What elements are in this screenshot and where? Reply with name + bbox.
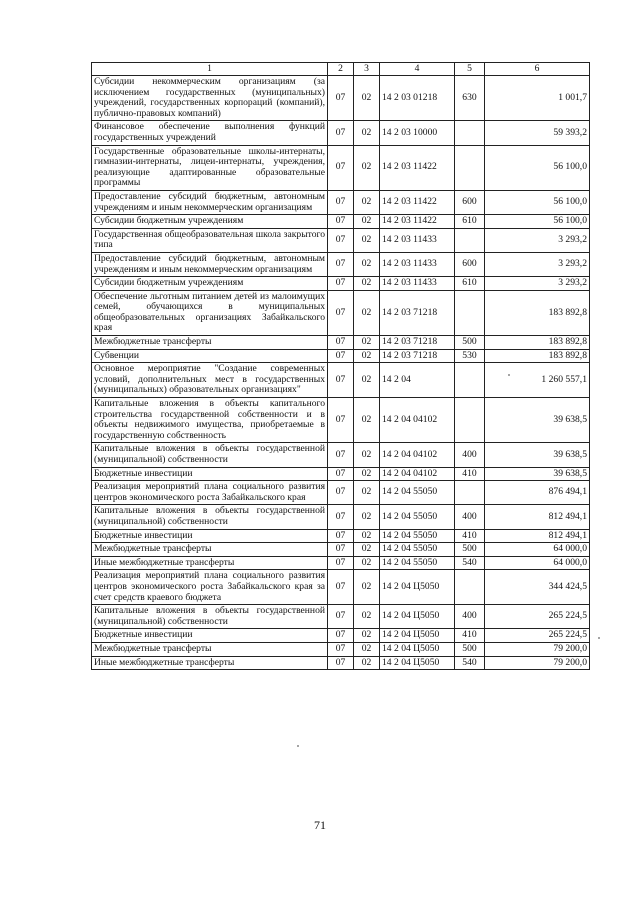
- row-name-cell: Субсидии бюджетным учреждениям: [92, 277, 328, 291]
- row-name-cell: Финансовое обеспечение выполнения функций государственных учреждений: [92, 121, 328, 145]
- target-article-cell: 14 2 04 04102: [380, 398, 455, 443]
- target-article-cell: 14 2 04 55050: [380, 505, 455, 529]
- subsection-cell: 02: [354, 336, 380, 350]
- expense-type-cell: [455, 145, 485, 190]
- amount-cell: 183 892,8: [485, 336, 590, 350]
- amount-cell: 64 000,0: [485, 543, 590, 557]
- expense-type-cell: [455, 121, 485, 145]
- subsection-cell: 02: [354, 642, 380, 656]
- table-row: [92, 642, 590, 656]
- section-cell: 07: [328, 290, 354, 335]
- amount-cell: 876 494,1: [485, 481, 590, 505]
- subsection-cell: 02: [354, 570, 380, 605]
- section-cell: 07: [328, 363, 354, 398]
- section-cell: 07: [328, 605, 354, 629]
- section-cell: 07: [328, 252, 354, 276]
- row-name-cell: Реализация мероприятий плана социального развития центров экономического роста Забайкальского края: [92, 481, 328, 505]
- subsection-cell: 02: [354, 121, 380, 145]
- target-article-cell: 14 2 03 71218: [380, 336, 455, 350]
- section-cell: 07: [328, 570, 354, 605]
- expense-type-cell: 610: [455, 277, 485, 291]
- expense-type-cell: [455, 228, 485, 252]
- page-number: 71: [314, 818, 326, 832]
- section-cell: 07: [328, 277, 354, 291]
- table-row: [92, 190, 590, 214]
- subsection-cell: 02: [354, 190, 380, 214]
- row-name-cell: Бюджетные инвестиции: [92, 629, 328, 643]
- target-article-cell: 14 2 03 11433: [380, 252, 455, 276]
- table-row: [92, 481, 590, 505]
- amount-cell: 39 638,5: [485, 467, 590, 481]
- section-cell: 07: [328, 145, 354, 190]
- row-name-cell: Капитальные вложения в объекты капитального строительства государственной собственности и в объекты недвижимого имущества, приобретаемые в государственную собственность: [92, 398, 328, 443]
- amount-cell: 344 424,5: [485, 570, 590, 605]
- subsection-cell: 02: [354, 605, 380, 629]
- table-row: [92, 121, 590, 145]
- subsection-cell: 02: [354, 398, 380, 443]
- target-article-cell: 14 2 04 55050: [380, 556, 455, 570]
- section-cell: 07: [328, 629, 354, 643]
- table-row: [92, 349, 590, 363]
- section-cell: 07: [328, 467, 354, 481]
- subsection-cell: 02: [354, 228, 380, 252]
- section-cell: 07: [328, 642, 354, 656]
- scan-speck: [297, 745, 299, 747]
- row-name-cell: Межбюджетные трансферты: [92, 642, 328, 656]
- expense-type-cell: 540: [455, 556, 485, 570]
- header-cell: 2: [328, 63, 354, 76]
- amount-cell: 3 293,2: [485, 277, 590, 291]
- amount-cell: 183 892,8: [485, 349, 590, 363]
- amount-cell: 812 494,1: [485, 529, 590, 543]
- row-name-cell: Капитальные вложения в объекты государственной (муниципальной) собственности: [92, 505, 328, 529]
- section-cell: 07: [328, 76, 354, 121]
- row-name-cell: Бюджетные инвестиции: [92, 529, 328, 543]
- subsection-cell: 02: [354, 145, 380, 190]
- expense-type-cell: 500: [455, 642, 485, 656]
- section-cell: 07: [328, 190, 354, 214]
- table-row: [92, 252, 590, 276]
- target-article-cell: 14 2 04 Ц5050: [380, 605, 455, 629]
- section-cell: 07: [328, 543, 354, 557]
- table-row: [92, 656, 590, 670]
- subsection-cell: 02: [354, 467, 380, 481]
- expense-type-cell: [455, 363, 485, 398]
- target-article-cell: 14 2 04 04102: [380, 443, 455, 467]
- row-name-cell: Межбюджетные трансферты: [92, 543, 328, 557]
- subsection-cell: 02: [354, 556, 380, 570]
- row-name-cell: Субвенции: [92, 349, 328, 363]
- target-article-cell: 14 2 04 Ц5050: [380, 629, 455, 643]
- subsection-cell: 02: [354, 277, 380, 291]
- target-article-cell: 14 2 03 11422: [380, 190, 455, 214]
- table-row: [92, 277, 590, 291]
- row-name-cell: Бюджетные инвестиции: [92, 467, 328, 481]
- subsection-cell: 02: [354, 505, 380, 529]
- subsection-cell: 02: [354, 629, 380, 643]
- expense-type-cell: 530: [455, 349, 485, 363]
- section-cell: 07: [328, 529, 354, 543]
- subsection-cell: 02: [354, 481, 380, 505]
- section-cell: 07: [328, 556, 354, 570]
- row-name-cell: Капитальные вложения в объекты государственной (муниципальной) собственности: [92, 443, 328, 467]
- expense-type-cell: 410: [455, 629, 485, 643]
- amount-cell: 3 293,2: [485, 252, 590, 276]
- expense-type-cell: 410: [455, 529, 485, 543]
- section-cell: 07: [328, 336, 354, 350]
- section-cell: 07: [328, 215, 354, 229]
- budget-table: [91, 62, 590, 670]
- amount-cell: 3 293,2: [485, 228, 590, 252]
- amount-cell: 59 393,2: [485, 121, 590, 145]
- table-row: [92, 398, 590, 443]
- section-cell: 07: [328, 505, 354, 529]
- section-cell: 07: [328, 398, 354, 443]
- target-article-cell: 14 2 04 55050: [380, 529, 455, 543]
- target-article-cell: 14 2 04 04102: [380, 467, 455, 481]
- expense-type-cell: [455, 290, 485, 335]
- header-cell: 4: [380, 63, 455, 76]
- target-article-cell: 14 2 04: [380, 363, 455, 398]
- row-name-cell: Межбюджетные трансферты: [92, 336, 328, 350]
- target-article-cell: 14 2 03 01218: [380, 76, 455, 121]
- scan-speck: [598, 637, 600, 639]
- expense-type-cell: [455, 481, 485, 505]
- scan-speck: [508, 374, 510, 376]
- section-cell: 07: [328, 481, 354, 505]
- table-row: [92, 467, 590, 481]
- table-row: [92, 605, 590, 629]
- target-article-cell: 14 2 04 Ц5050: [380, 642, 455, 656]
- table-row: [92, 336, 590, 350]
- table-row: [92, 570, 590, 605]
- table-row: [92, 505, 590, 529]
- table-row: [92, 363, 590, 398]
- amount-cell: 79 200,0: [485, 656, 590, 670]
- amount-cell: 79 200,0: [485, 642, 590, 656]
- section-cell: 07: [328, 121, 354, 145]
- target-article-cell: 14 2 03 10000: [380, 121, 455, 145]
- header-cell: 5: [455, 63, 485, 76]
- amount-cell: 812 494,1: [485, 505, 590, 529]
- table-row: [92, 443, 590, 467]
- row-name-cell: Государственные образовательные школы-интернаты, гимназии-интернаты, лицеи-интернаты, учреждения, реализующие адаптированные образовательные программы: [92, 145, 328, 190]
- row-name-cell: Субсидии бюджетным учреждениям: [92, 215, 328, 229]
- expense-type-cell: 630: [455, 76, 485, 121]
- table-row: [92, 76, 590, 121]
- expense-type-cell: [455, 398, 485, 443]
- subsection-cell: 02: [354, 543, 380, 557]
- amount-cell: 39 638,5: [485, 398, 590, 443]
- amount-cell: 56 100,0: [485, 145, 590, 190]
- subsection-cell: 02: [354, 443, 380, 467]
- row-name-cell: Предоставление субсидий бюджетным, автономным учреждениям и иным некоммерческим организациям: [92, 190, 328, 214]
- amount-cell: 56 100,0: [485, 190, 590, 214]
- expense-type-cell: 400: [455, 605, 485, 629]
- section-cell: 07: [328, 228, 354, 252]
- header-cell: 3: [354, 63, 380, 76]
- expense-type-cell: 540: [455, 656, 485, 670]
- table-row: [92, 629, 590, 643]
- header-cell: 1: [92, 63, 328, 76]
- table-row: [92, 543, 590, 557]
- target-article-cell: 14 2 03 71218: [380, 290, 455, 335]
- row-name-cell: Государственная общеобразовательная школа закрытого типа: [92, 228, 328, 252]
- row-name-cell: Иные межбюджетные трансферты: [92, 556, 328, 570]
- table-row: [92, 290, 590, 335]
- subsection-cell: 02: [354, 76, 380, 121]
- target-article-cell: 14 2 04 Ц5050: [380, 570, 455, 605]
- amount-cell: 39 638,5: [485, 443, 590, 467]
- amount-cell: 265 224,5: [485, 629, 590, 643]
- subsection-cell: 02: [354, 215, 380, 229]
- row-name-cell: Капитальные вложения в объекты государственной (муниципальной) собственности: [92, 605, 328, 629]
- section-cell: 07: [328, 443, 354, 467]
- subsection-cell: 02: [354, 252, 380, 276]
- amount-cell: 265 224,5: [485, 605, 590, 629]
- expense-type-cell: 500: [455, 543, 485, 557]
- table-row: [92, 145, 590, 190]
- target-article-cell: 14 2 03 11433: [380, 228, 455, 252]
- row-name-cell: Обеспечение льготным питанием детей из малоимущих семей, обучающихся в муниципальных общеобразовательных организациях Забайкальского края: [92, 290, 328, 335]
- target-article-cell: 14 2 04 55050: [380, 481, 455, 505]
- subsection-cell: 02: [354, 529, 380, 543]
- row-name-cell: Иные межбюджетные трансферты: [92, 656, 328, 670]
- amount-cell: 183 892,8: [485, 290, 590, 335]
- table-row: [92, 529, 590, 543]
- section-cell: 07: [328, 349, 354, 363]
- row-name-cell: Основное мероприятие "Создание современных условий, дополнительных мест в государственных (муниципальных) образовательных организациях": [92, 363, 328, 398]
- expense-type-cell: 400: [455, 443, 485, 467]
- section-cell: 07: [328, 656, 354, 670]
- subsection-cell: 02: [354, 349, 380, 363]
- target-article-cell: 14 2 04 55050: [380, 543, 455, 557]
- subsection-cell: 02: [354, 363, 380, 398]
- row-name-cell: Субсидии некоммерческим организациям (за исключением государственных (муниципальных) учреждений, государственных корпораций (компаний), публично-правовых компаний): [92, 76, 328, 121]
- amount-cell: 56 100,0: [485, 215, 590, 229]
- table-row: [92, 228, 590, 252]
- target-article-cell: 14 2 03 11422: [380, 215, 455, 229]
- header-row: [92, 63, 590, 76]
- target-article-cell: 14 2 03 11422: [380, 145, 455, 190]
- expense-type-cell: [455, 570, 485, 605]
- amount-cell: 1 260 557,1: [485, 363, 590, 398]
- expense-type-cell: 500: [455, 336, 485, 350]
- subsection-cell: 02: [354, 290, 380, 335]
- table-body: [92, 76, 590, 670]
- expense-type-cell: 400: [455, 505, 485, 529]
- row-name-cell: Реализация мероприятий плана социального развития центров экономического роста Забайкальского края за счет средств краевого бюджета: [92, 570, 328, 605]
- target-article-cell: 14 2 04 Ц5050: [380, 656, 455, 670]
- header-cell: 6: [485, 63, 590, 76]
- expense-type-cell: 600: [455, 190, 485, 214]
- expense-type-cell: 600: [455, 252, 485, 276]
- table-row: [92, 556, 590, 570]
- table-row: [92, 215, 590, 229]
- amount-cell: 64 000,0: [485, 556, 590, 570]
- subsection-cell: 02: [354, 656, 380, 670]
- row-name-cell: Предоставление субсидий бюджетным, автономным учреждениям и иным некоммерческим организациям: [92, 252, 328, 276]
- amount-cell: 1 001,7: [485, 76, 590, 121]
- expense-type-cell: 610: [455, 215, 485, 229]
- target-article-cell: 14 2 03 71218: [380, 349, 455, 363]
- expense-type-cell: 410: [455, 467, 485, 481]
- target-article-cell: 14 2 03 11433: [380, 277, 455, 291]
